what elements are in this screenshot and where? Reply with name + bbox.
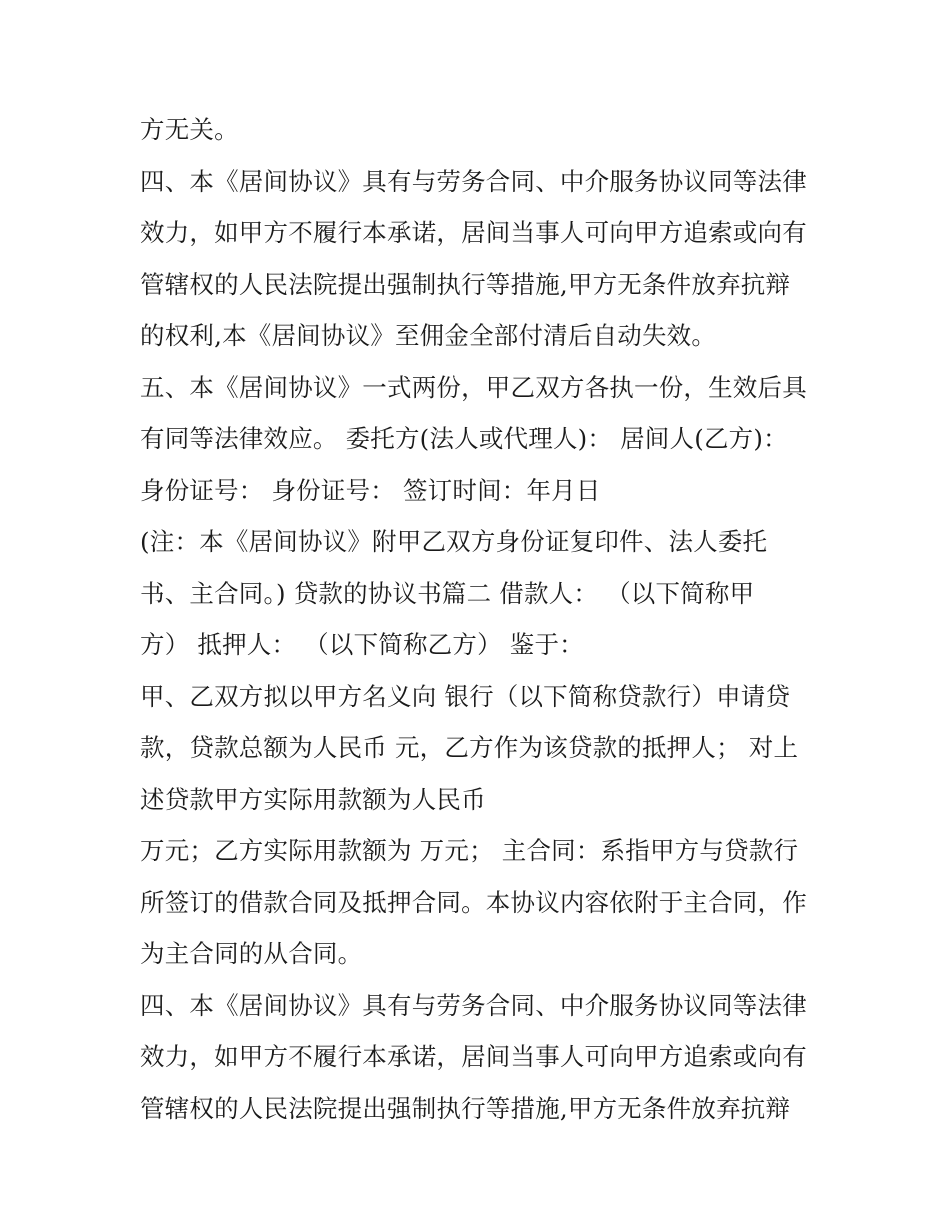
- text-line: 方无关。: [140, 115, 239, 144]
- text-line: 方） 抵押人： （以下简称乙方） 鉴于：: [140, 630, 584, 659]
- text-line: 效力，如甲方不履行本承诺，居间当事人可向甲方追索或向有: [140, 218, 807, 247]
- text-line: 述贷款甲方实际用款额为人民币: [140, 784, 486, 814]
- text-line: 有同等法律效应。 委托方(法人或代理人)： 居间人(乙方)：: [140, 424, 788, 453]
- text-line: 管辖权的人民法院提出强制执行等措施,甲方无条件放弃抗辩: [140, 1093, 791, 1123]
- text-line: 所签订的借款合同及抵押合同。本协议内容依附于主合同，作: [140, 887, 807, 917]
- text-line: 甲、乙双方拟以甲方名义向 银行（以下简称贷款行）申请贷: [140, 681, 791, 711]
- text-line: 的权利,本《居间协议》至佣金全部付清后自动失效。: [140, 321, 717, 350]
- text-line: 四、本《居间协议》具有与劳务合同、中介服务协议同等法律: [140, 166, 807, 196]
- text-line: 为主合同的从合同。: [140, 939, 363, 968]
- text-line: 万元；乙方实际用款额为 万元； 主合同：系指甲方与贷款行: [140, 836, 799, 865]
- text-line: (注：本《居间协议》附甲乙双方身份证复印件、法人委托: [140, 527, 768, 556]
- document-body: [140, 104, 830, 1134]
- text-line: 管辖权的人民法院提出强制执行等措施,甲方无条件放弃抗辩: [140, 269, 791, 299]
- text-line: 书、主合同。) 贷款的协议书篇二 借款人： （以下简称甲: [140, 578, 755, 608]
- text-line: 五、本《居间协议》一式两份，甲乙双方各执一份，生效后具: [140, 372, 807, 402]
- text-line: 效力，如甲方不履行本承诺，居间当事人可向甲方追索或向有: [140, 1042, 807, 1071]
- text-line: 款，贷款总额为人民币 元，乙方作为该贷款的抵押人； 对上: [140, 733, 799, 762]
- text-line: 四、本《居间协议》具有与劳务合同、中介服务协议同等法律: [140, 990, 807, 1020]
- text-line: 身份证号： 身份证号： 签订时间：年月日: [140, 475, 601, 505]
